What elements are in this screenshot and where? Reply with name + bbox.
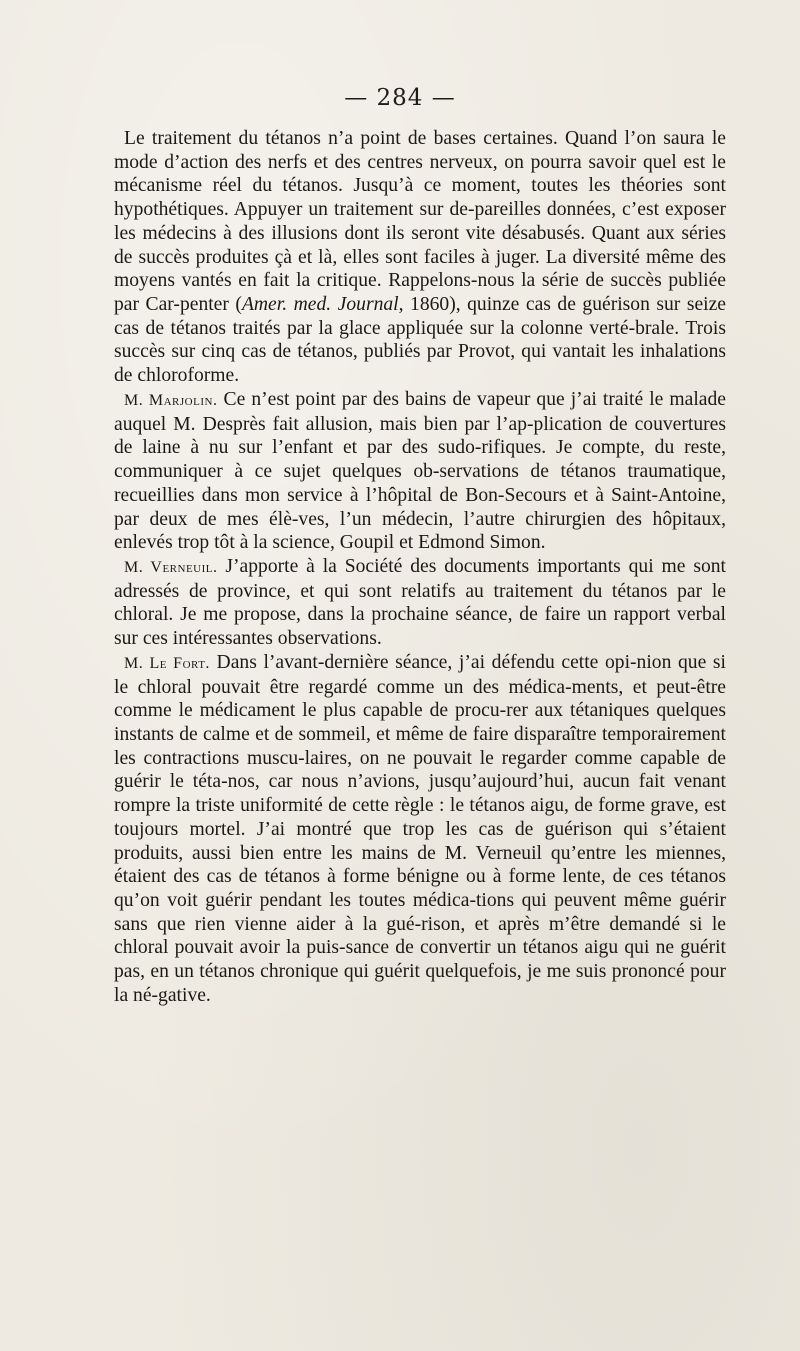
paragraph-text: J’apporte à la Société des documents importants qui me sont adressés de province, et qui sont relatifs au traitement du tétanos par le chloral. Je me propose, dans la prochaine séance, de faire un rapport verbal sur ces intéressantes observations. xyxy=(114,555,726,650)
speaker-name: M. Verneuil. xyxy=(124,558,218,576)
paragraph-verneuil xyxy=(114,555,726,651)
page-number: — 284 — xyxy=(344,85,456,111)
paragraph-marjolin xyxy=(114,388,726,555)
paragraph-text: Ce n’est point par des bains de vapeur que j’ai traité le malade auquel M. Desprès fait allusion, mais bien par l’ap-plication de couvertures de laine à nu sur l’enfant et par des sudo-rifiques. Je compte, du reste, communiquer à ce sujet quelques ob-servations de tétanos traumatique, recueillies dans mon service à l’hôpital de Bon-Secours et à Saint-Antoine, par deux de mes élè-ves, l’un médecin, l’autre chirurgien des hôpitaux, enlevés trop tôt à la science, Goupil et Edmond Simon. xyxy=(114,388,726,554)
speaker-name: M. Le Fort. xyxy=(124,654,210,672)
journal-citation: Amer. med. Journal, xyxy=(241,294,404,316)
body-text xyxy=(114,127,726,1008)
paragraph-text-continued: 1860), quinze cas de guérison sur seize cas de tétanos traités par la glace appliquée sur la colonne verté-brale. Trois succès sur cinq cas de tétanos, publiés par Provot, qui vantait les inhalations de chloroforme. xyxy=(114,294,726,387)
paragraph-text: Dans l’avant-dernière séance, j’ai défendu cette opi-nion que si le chloral pouvait être regardé comme un des médica-ments, et peut-être comme le médicament le plus capable de procu-rer aux tétaniques quelques instants de calme et de sommeil, et même de faire disparaître temporairement les contractions muscu-laires, on ne pouvait le regarder comme capable de guérir le téta-nos, car nous n’avions, jusqu’aujourd’hui, aucun fait venant rompre la triste uniformité de cette règle : le tétanos aigu, de forme grave, est toujours mortel. J’ai montré que trop les cas de guérison qui s’étaient produits, aussi bien entre les mains de M. Verneuil qu’entre les miennes, étaient des cas de tétanos à forme bénigne ou à forme lente, de ces tétanos qu’on voit guérir pendant les toutes médica-tions qui peuvent même guérir sans que rien vienne aider à la gué-rison, et après m’être demandé si le chloral pouvait avoir la puis-sance de convertir un tétanos aigu qui ne guérit pas, en un tétanos chronique qui guérit quelquefois, je me suis prononcé pour la né-gative. xyxy=(114,651,726,1006)
paragraph-text: Le traitement du tétanos n’a point de bases certaines. Quand l’on saura le mode d’action des nerfs et des centres nerveux, on pourra savoir quel est le mécanisme réel du tétanos. Jusqu’à ce moment, toutes les théories sont hypothétiques. Appuyer un traitement sur de-pareilles données, c’est exposer les médecins à des illusions dont ils seront vite désabusés. Quant aux séries de succès produites çà et là, elles sont faciles à juger. La diversité même des moyens vantés en fait la critique. Rappelons-nous la série de succès publiée par Car-penter ( xyxy=(114,128,726,316)
paragraph-treatment xyxy=(114,127,726,388)
speaker-name: M. Marjolin. xyxy=(124,391,218,409)
paragraph-le-fort xyxy=(114,651,726,1008)
